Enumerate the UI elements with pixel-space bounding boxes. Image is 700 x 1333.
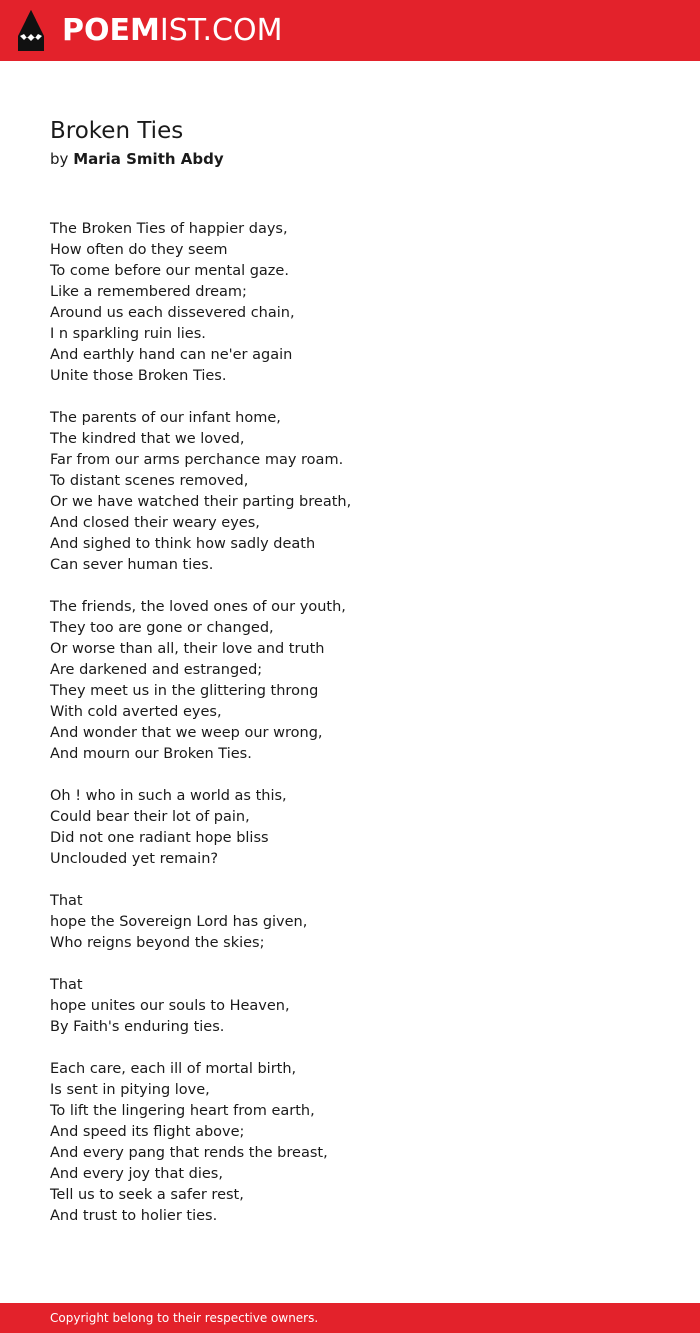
poem-line: And mourn our Broken Ties. [50,746,252,762]
logo-brand-light: IST.COM [159,13,283,48]
poem-line: The friends, the loved ones of our youth, [50,599,346,615]
stanza [50,219,650,387]
copyright-text: Copyright belong to their respective owners. [50,1311,319,1325]
poem-line: And sighed to think how sadly death [50,536,316,552]
poem-line: hope unites our souls to Heaven, [50,998,290,1014]
poem-line: I n sparkling ruin lies. [50,326,206,342]
poem-body [50,219,650,1248]
poem-line: The kindred that we loved, [50,431,245,447]
poem-line: Could bear their lot of pain, [50,809,250,825]
poem-line: Who reigns beyond the skies; [50,935,265,951]
poem-line: Or we have watched their parting breath, [50,494,352,510]
poem-line: And trust to holier ties. [50,1208,218,1224]
poem-line: Around us each dissevered chain, [50,305,295,321]
poem-line: The Broken Ties of happier days, [50,221,288,237]
poem-line: Tell us to seek a safer rest, [50,1187,244,1203]
poem-line: And closed their weary eyes, [50,515,260,531]
byline [50,149,650,169]
poem-line: And earthly hand can ne'er again [50,347,293,363]
site-header [0,0,700,61]
poem-line: Each care, each ill of mortal birth, [50,1061,297,1077]
site-footer [0,1303,700,1333]
poem-line: Is sent in pitying love, [50,1082,210,1098]
poem-line: To distant scenes removed, [50,473,249,489]
poem-line: That [50,893,83,909]
poem-line: Did not one radiant hope bliss [50,830,269,846]
poem-line: How often do they seem [50,242,228,258]
poem-line: Like a remembered dream; [50,284,247,300]
author-name[interactable]: Maria Smith Abdy [73,150,224,168]
stanza [50,597,650,765]
poem-line: Oh ! who in such a world as this, [50,788,287,804]
poem-line: Far from our arms perchance may roam. [50,452,344,468]
stanza [50,1059,650,1227]
poem-line: With cold averted eyes, [50,704,222,720]
poem-line: That [50,977,83,993]
poem-line: hope the Sovereign Lord has given, [50,914,308,930]
site-logo[interactable] [62,13,282,49]
poem-line: Can sever human ties. [50,557,214,573]
stanza [50,408,650,576]
poem-title: Broken Ties [50,118,184,144]
poem-line: They meet us in the glittering throng [50,683,319,699]
poem-line: Unite those Broken Ties. [50,368,227,384]
poem-line: Are darkened and estranged; [50,662,263,678]
poem-line: And wonder that we weep our wrong, [50,725,323,741]
poem-line: The parents of our infant home, [50,410,281,426]
stanza [50,975,650,1038]
poem-line: Unclouded yet remain? [50,851,219,867]
poem-line: To lift the lingering heart from earth, [50,1103,315,1119]
stanza [50,891,650,954]
poem-line: They too are gone or changed, [50,620,274,636]
logo-brand-bold: POEM [62,13,160,48]
by-label: by [50,150,69,168]
poem-line: Or worse than all, their love and truth [50,641,325,657]
poem-line: And every pang that rends the breast, [50,1145,328,1161]
poem-line: To come before our mental gaze. [50,263,289,279]
poem-line: By Faith's enduring ties. [50,1019,225,1035]
pencil-tip-icon[interactable] [17,9,45,52]
poem-line: And every joy that dies, [50,1166,223,1182]
stanza [50,786,650,870]
poem-line: And speed its flight above; [50,1124,245,1140]
poem-header [50,116,650,169]
